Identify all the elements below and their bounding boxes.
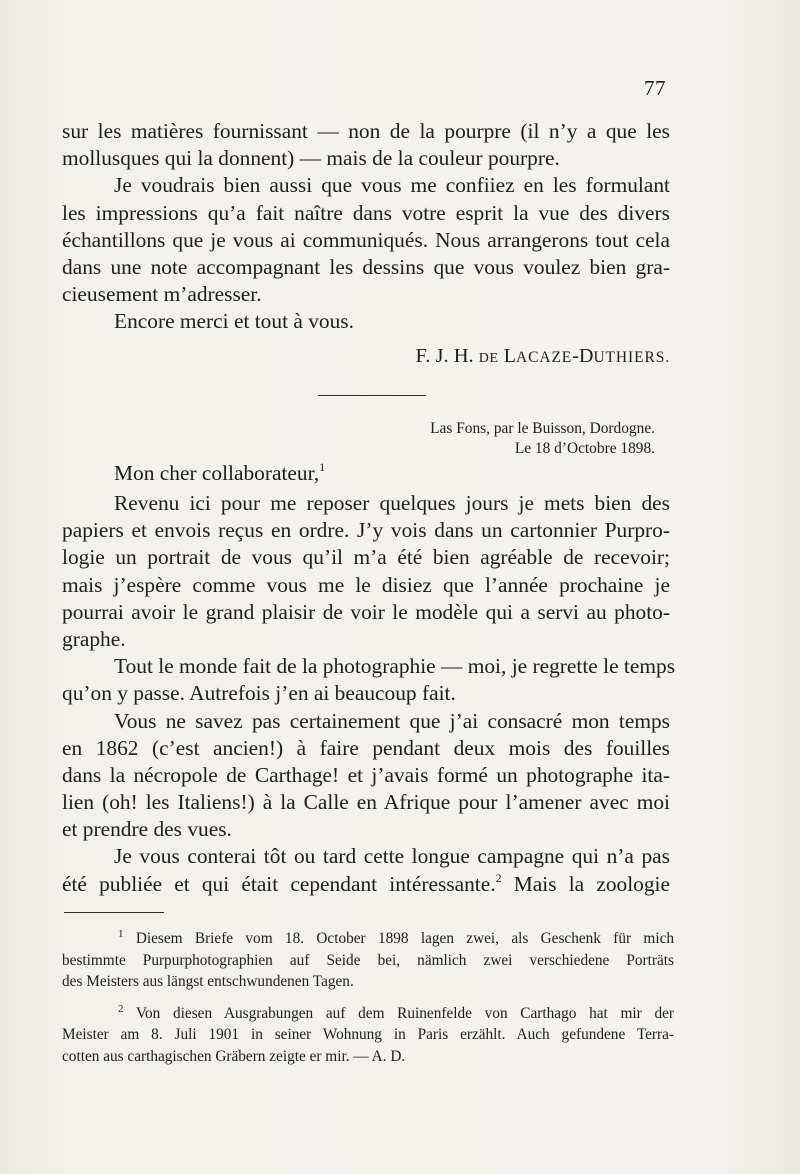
footnote bbox=[62, 1003, 674, 1068]
salutation bbox=[114, 461, 325, 486]
paragraph bbox=[62, 490, 670, 653]
text-line: sur les matières fournissant — non de la pourpre (il n’y a que les bbox=[62, 119, 670, 143]
signature-surname-cap: D bbox=[579, 345, 594, 367]
paragraph bbox=[62, 708, 670, 844]
text-line: Vous ne savez pas certainement que j’ai consacré mon temps bbox=[114, 708, 670, 733]
paragraph bbox=[62, 308, 670, 335]
text-line: Tout le monde fait de la photographie — moi, je regrette le temps bbox=[114, 654, 676, 679]
text-line: qu’on y passe. Autrefois j’en ai beaucoup fait. bbox=[62, 681, 456, 706]
letter-place: Las Fons, par le Buisson, Dordogne. bbox=[430, 420, 655, 437]
footnote-ref: 2 bbox=[495, 870, 502, 885]
signature: F. J. H. DE LACAZE-DUTHIERS. bbox=[415, 345, 670, 367]
paragraph bbox=[62, 653, 676, 707]
text-segment: été publiée et qui était cependant intéressante. bbox=[62, 871, 496, 896]
footnote-mark: 2 bbox=[118, 1002, 124, 1015]
text-line: échantillons que je vous ai communiqués. Nous arrangerons tout cela bbox=[62, 227, 670, 252]
footnote-line: bestimmte Purpurphotographien auf Seide bei, nämlich zwei verschiedene Porträts bbox=[62, 951, 674, 969]
signature-surname-cap: L bbox=[503, 345, 517, 367]
signature-initials: F. J. H. bbox=[415, 345, 474, 367]
text-line: Je voudrais bien aussi que vous me confiiez en les formulant bbox=[114, 173, 670, 198]
text-line: Revenu ici pour me reposer quelques jours je mets bien des bbox=[114, 491, 670, 515]
footnote-text: Von diesen Ausgrabungen auf dem Ruinenfelde von Carthago hat mir der bbox=[135, 1004, 674, 1022]
text-line: et prendre des vues. bbox=[62, 817, 232, 842]
footnote-line bbox=[62, 1003, 674, 1025]
footnote-line bbox=[62, 928, 674, 950]
signature-surname-rest: ACAZE bbox=[516, 349, 573, 366]
text-line: mais j’espère comme vous me le disiez que l’année prochaine je bbox=[62, 572, 670, 597]
text-line: logie un portrait de vous qu’il m’a été bien agréable de recevoir; bbox=[62, 545, 670, 570]
text-line: dans la nécropole de Carthage! et j’avais formé un photographe ita- bbox=[62, 762, 670, 787]
text-line: dans une note accompagnant les dessins que vous voulez bien gra- bbox=[62, 254, 670, 279]
text-line bbox=[62, 871, 670, 898]
footnote bbox=[62, 928, 674, 993]
footnote-mark: 1 bbox=[118, 928, 124, 940]
signature-surname-rest: UTHIERS. bbox=[593, 349, 670, 366]
text-line: mollusques qui la donnent) — mais de la couleur pourpre. bbox=[62, 146, 560, 171]
letter-closing-text bbox=[62, 118, 670, 336]
text-line: graphe. bbox=[62, 626, 126, 651]
letter-body bbox=[62, 490, 676, 898]
text-line: lien (oh! les Italiens!) à la Calle en Afrique pour l’amener avec moi bbox=[62, 790, 670, 815]
footnote-text: Diesem Briefe vom 18. October 1898 lagen zwei, als Geschenk für mich bbox=[135, 930, 675, 947]
text-line: papiers et envois reçus en ordre. J’y vois dans un cartonnier Purpro- bbox=[62, 518, 670, 543]
footnote-line: cotten aus carthagischen Gräbern zeigte er mir. — A. D. bbox=[62, 1047, 406, 1065]
footnote-line: des Meisters aus längst entschwundenen Tagen. bbox=[62, 973, 354, 991]
text-line: en 1862 (c’est ancien!) à faire pendant deux mois des fouilles bbox=[62, 735, 670, 760]
letter-date: Le 18 d’Octobre 1898. bbox=[514, 440, 655, 457]
paragraph bbox=[62, 843, 670, 897]
footnote-line: Meister am 8. Juli 1901 in seiner Wohnung in Paris erzählt. Auch gefundene Terra- bbox=[62, 1026, 674, 1044]
text-line: Je vous conterai tôt ou tard cette longue campagne qui n’a pas bbox=[114, 844, 670, 869]
footnote-ref: 1 bbox=[319, 460, 326, 474]
signature-particle: DE bbox=[478, 351, 499, 366]
text-segment: Mais la zoologie bbox=[501, 871, 670, 896]
footnotes bbox=[62, 928, 674, 1068]
text-line: pourrai avoir le grand plaisir de voir le modèle qui a servi au photo- bbox=[62, 599, 670, 624]
paragraph bbox=[62, 118, 670, 172]
page-number: 77 bbox=[644, 76, 666, 100]
salutation-text: Mon cher collaborateur, bbox=[114, 461, 320, 485]
section-divider bbox=[318, 395, 426, 396]
text-line: Encore merci et tout à vous. bbox=[114, 309, 354, 334]
text-line: cieusement m’adresser. bbox=[62, 282, 262, 307]
footnote-rule bbox=[64, 912, 164, 913]
paragraph bbox=[62, 172, 670, 308]
text-line: les impressions qu’a fait naître dans votre esprit la vue des divers bbox=[62, 200, 670, 225]
